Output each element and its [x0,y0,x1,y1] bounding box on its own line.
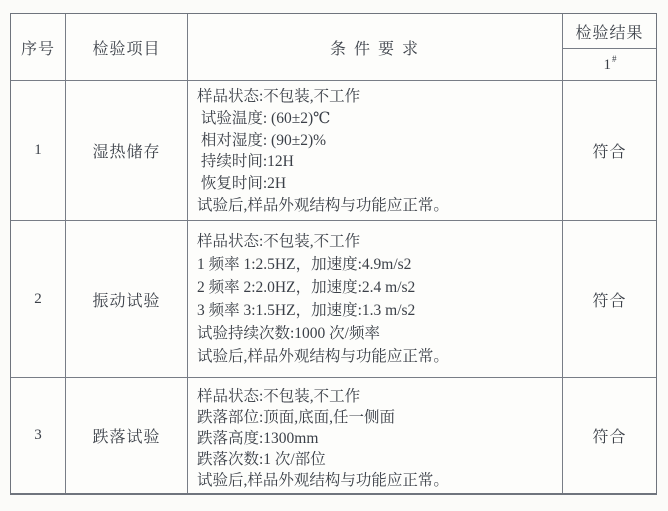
row2-conditions [188,221,563,378]
header-serial-label: 序号 [20,40,55,58]
row1-item [66,81,188,221]
condition-line: 1 频率 1:2.5HZ，加速度:4.9m/s2 [197,256,412,273]
condition-line: 跌落次数:1 次/部位 [197,451,326,468]
condition-line: 试验持续次数:1000 次/频率 [197,325,380,342]
row1-serial [11,81,66,221]
condition-line: 试验后,样品外观结构与功能应正常。 [197,348,449,365]
row3-serial [11,378,66,493]
header-inspection-result [563,14,656,49]
condition-line: 跌落部位:顶面,底面,任一侧面 [197,409,396,426]
header-condition-requirements [188,14,563,81]
row3-item-value: 跌落试验 [92,429,161,446]
row1-item-value: 湿热储存 [92,144,161,161]
row3-conditions [188,378,563,493]
row1-serial-value: 1 [34,142,42,158]
condition-line: 试验后,样品外观结构与功能应正常。 [197,196,449,214]
condition-line: 持续时间:12H [197,153,294,171]
header-condition-label: 条 件 要 求 [329,40,420,58]
row1-result-value: 符合 [592,144,627,161]
row3-item [66,378,188,493]
condition-line: 恢复时间:2H [197,175,287,193]
header-item-label: 检验项目 [92,40,161,58]
inspection-result-table [10,13,657,495]
condition-line: 样品状态:不包装,不工作 [197,388,361,405]
row2-serial-value: 2 [34,290,42,307]
header-result-label: 检验结果 [575,24,644,42]
condition-line: 2 频率 2:2.0HZ，加速度:2.4 m/s2 [197,279,416,296]
condition-line: 相对湿度: (90±2)% [197,131,327,149]
condition-line: 试验温度: (60±2)℃ [197,109,331,127]
row2-result-value: 符合 [592,292,627,310]
row2-item-value: 振动试验 [92,292,161,310]
row2-item [66,221,188,378]
row3-result [563,378,656,493]
row3-result-value: 符合 [592,429,627,446]
row1-conditions [188,81,563,221]
row3-serial-value: 3 [34,427,42,443]
sample-number-text: 1# [603,54,617,73]
condition-line: 样品状态:不包装,不工作 [197,88,361,105]
header-serial-number [11,14,66,81]
row1-result [563,81,656,221]
condition-line: 跌落高度:1300mm [197,430,319,447]
row2-result [563,221,656,378]
row2-serial [11,221,66,378]
header-sample-number [563,49,656,81]
condition-line: 3 频率 3:1.5HZ，加速度:1.3 m/s2 [197,302,416,319]
condition-line: 样品状态:不包装,不工作 [197,233,361,250]
condition-line: 试验后,样品外观结构与功能应正常。 [197,472,449,489]
header-inspection-item [66,14,188,81]
sample-number-mark: # [612,54,617,64]
